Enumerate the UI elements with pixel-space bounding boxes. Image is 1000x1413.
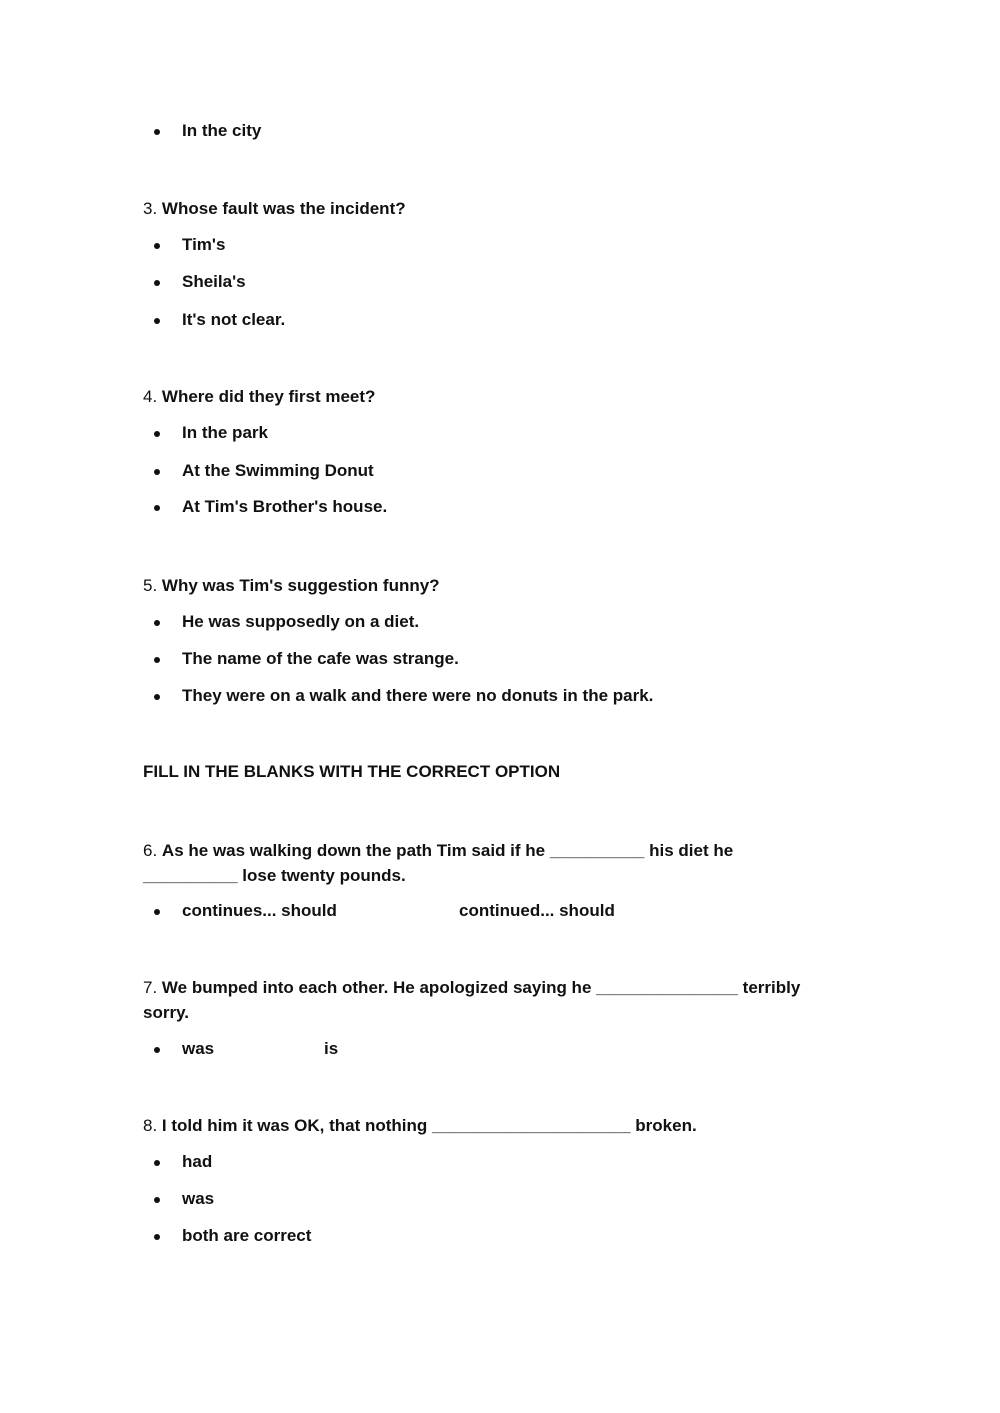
- question-5-text: Why was Tim's suggestion funny?: [161, 576, 440, 595]
- q3-option-1: Tim's: [182, 235, 882, 255]
- q6-option-1: continues... should: [182, 901, 337, 920]
- q7-option-1: was: [182, 1039, 215, 1058]
- question-5-number: 5.: [143, 576, 158, 595]
- question-3: [143, 196, 843, 221]
- question-6: [143, 838, 843, 888]
- q5-option-2: The name of the cafe was strange.: [182, 649, 882, 669]
- question-4-text: Where did they first meet?: [161, 387, 376, 406]
- question-6-line-2: __________ lose twenty pounds.: [143, 866, 406, 885]
- q3-option-3: It's not clear.: [182, 310, 882, 330]
- q8-option-3: both are correct: [182, 1226, 882, 1246]
- question-4: [143, 384, 843, 409]
- q4-option-2: At the Swimming Donut: [182, 461, 882, 481]
- section-heading: FILL IN THE BLANKS WITH THE CORRECT OPTION: [143, 762, 561, 781]
- q2-option-1: In the city: [182, 121, 882, 141]
- question-4-number: 4.: [143, 387, 158, 406]
- q4-option-3: At Tim's Brother's house.: [182, 497, 882, 517]
- question-6-number: 6.: [143, 841, 158, 860]
- q7-options: [182, 1039, 882, 1059]
- q5-option-3: They were on a walk and there were no donuts in the park.: [182, 686, 882, 706]
- question-5: [143, 573, 843, 598]
- question-8-number: 8.: [143, 1116, 158, 1135]
- question-7: [143, 975, 843, 1025]
- q6-option-2: continued... should: [459, 901, 615, 920]
- q3-option-2: Sheila's: [182, 272, 882, 292]
- q8-option-2: was: [182, 1189, 882, 1209]
- q8-option-1: had: [182, 1152, 882, 1172]
- question-7-line-2: sorry.: [143, 1003, 189, 1022]
- question-8: [143, 1113, 843, 1138]
- question-6-line-1: As he was walking down the path Tim said if he __________ his diet he: [161, 841, 734, 860]
- question-8-text: I told him it was OK, that nothing _____________________ broken.: [161, 1116, 697, 1135]
- question-7-number: 7.: [143, 978, 158, 997]
- question-3-number: 3.: [143, 199, 158, 218]
- q6-options: [182, 901, 882, 921]
- q7-option-2: is: [324, 1039, 339, 1058]
- q5-option-1: He was supposedly on a diet.: [182, 612, 882, 632]
- question-3-text: Whose fault was the incident?: [161, 199, 406, 218]
- q4-option-1: In the park: [182, 423, 882, 443]
- question-7-line-1: We bumped into each other. He apologized saying he _______________ terribly: [161, 978, 801, 997]
